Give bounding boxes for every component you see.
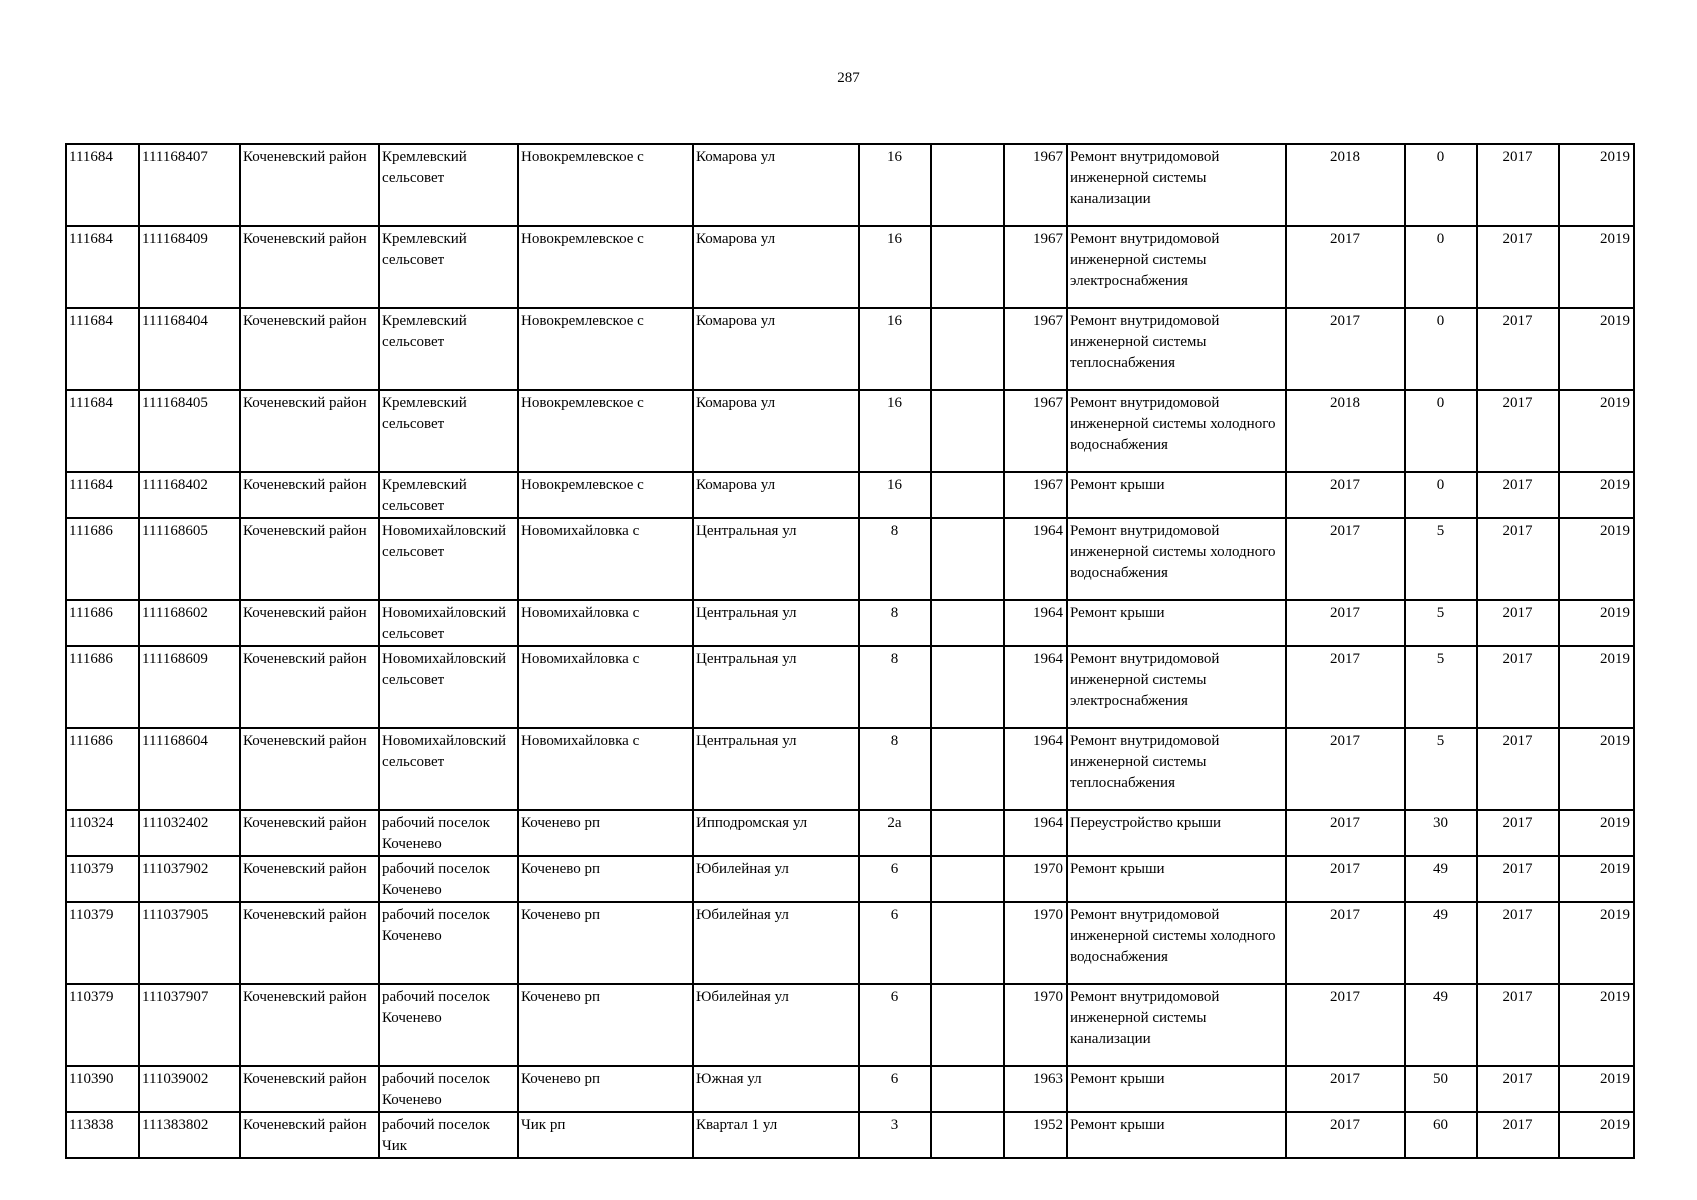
cell-street: Комарова ул xyxy=(693,390,859,472)
cell-district: Коченевский район xyxy=(240,144,379,226)
cell-wear: 5 xyxy=(1405,518,1477,600)
cell-house-id: 111686 xyxy=(66,728,139,810)
table-row xyxy=(66,646,1634,728)
cell-period-to: 2019 xyxy=(1559,646,1634,728)
cell-period-to: 2019 xyxy=(1559,1066,1634,1112)
cell-building xyxy=(931,1066,1004,1112)
table-row xyxy=(66,472,1634,518)
table-body xyxy=(66,144,1634,1158)
cell-year-built: 1967 xyxy=(1004,390,1067,472)
cell-year-built: 1964 xyxy=(1004,810,1067,856)
cell-period-from: 2017 xyxy=(1477,856,1559,902)
cell-year-built: 1970 xyxy=(1004,856,1067,902)
cell-building xyxy=(931,472,1004,518)
cell-item-id: 111168605 xyxy=(139,518,240,600)
cell-house-number: 6 xyxy=(859,856,931,902)
cell-wear: 30 xyxy=(1405,810,1477,856)
cell-house-id: 111684 xyxy=(66,390,139,472)
cell-house-number: 6 xyxy=(859,902,931,984)
cell-wear: 0 xyxy=(1405,144,1477,226)
cell-district: Коченевский район xyxy=(240,1066,379,1112)
cell-work-type: Ремонт крыши xyxy=(1067,1112,1286,1158)
cell-work-type: Ремонт внутридомовой инженерной системы теплоснабжения xyxy=(1067,728,1286,810)
cell-settlement: рабочий поселок Коченево xyxy=(379,1066,518,1112)
cell-plan-year: 2017 xyxy=(1286,856,1405,902)
cell-work-type: Ремонт внутридомовой инженерной системы канализации xyxy=(1067,144,1286,226)
cell-plan-year: 2017 xyxy=(1286,518,1405,600)
cell-year-built: 1964 xyxy=(1004,600,1067,646)
cell-wear: 5 xyxy=(1405,600,1477,646)
cell-year-built: 1963 xyxy=(1004,1066,1067,1112)
cell-plan-year: 2017 xyxy=(1286,472,1405,518)
cell-street: Центральная ул xyxy=(693,518,859,600)
cell-wear: 49 xyxy=(1405,856,1477,902)
cell-settlement: рабочий поселок Коченево xyxy=(379,810,518,856)
cell-item-id: 111039002 xyxy=(139,1066,240,1112)
cell-period-from: 2017 xyxy=(1477,144,1559,226)
cell-wear: 0 xyxy=(1405,390,1477,472)
cell-wear: 60 xyxy=(1405,1112,1477,1158)
cell-period-from: 2017 xyxy=(1477,646,1559,728)
table-row xyxy=(66,390,1634,472)
cell-house-number: 6 xyxy=(859,1066,931,1112)
cell-settlement: Новомихайловский сельсовет xyxy=(379,518,518,600)
cell-locality: Коченево рп xyxy=(518,1066,693,1112)
cell-street: Комарова ул xyxy=(693,226,859,308)
cell-district: Коченевский район xyxy=(240,390,379,472)
cell-period-to: 2019 xyxy=(1559,226,1634,308)
cell-wear: 50 xyxy=(1405,1066,1477,1112)
cell-period-to: 2019 xyxy=(1559,728,1634,810)
cell-wear: 49 xyxy=(1405,984,1477,1066)
cell-house-id: 111686 xyxy=(66,518,139,600)
table-row xyxy=(66,1066,1634,1112)
table-row xyxy=(66,518,1634,600)
cell-settlement: Кремлевский сельсовет xyxy=(379,472,518,518)
cell-building xyxy=(931,1112,1004,1158)
cell-building xyxy=(931,984,1004,1066)
cell-house-id: 110324 xyxy=(66,810,139,856)
cell-work-type: Ремонт внутридомовой инженерной системы холодного водоснабжения xyxy=(1067,390,1286,472)
cell-house-id: 111684 xyxy=(66,144,139,226)
cell-settlement: Кремлевский сельсовет xyxy=(379,226,518,308)
cell-year-built: 1967 xyxy=(1004,472,1067,518)
cell-item-id: 111032402 xyxy=(139,810,240,856)
cell-work-type: Ремонт крыши xyxy=(1067,600,1286,646)
cell-house-id: 110379 xyxy=(66,902,139,984)
registry-table xyxy=(65,143,1635,1159)
cell-locality: Коченево рп xyxy=(518,856,693,902)
cell-locality: Чик рп xyxy=(518,1112,693,1158)
cell-period-from: 2017 xyxy=(1477,518,1559,600)
cell-district: Коченевский район xyxy=(240,810,379,856)
cell-period-to: 2019 xyxy=(1559,600,1634,646)
cell-year-built: 1970 xyxy=(1004,984,1067,1066)
cell-settlement: рабочий поселок Коченево xyxy=(379,902,518,984)
cell-house-id: 111684 xyxy=(66,308,139,390)
table-row xyxy=(66,308,1634,390)
cell-house-id: 110390 xyxy=(66,1066,139,1112)
cell-district: Коченевский район xyxy=(240,856,379,902)
cell-plan-year: 2017 xyxy=(1286,984,1405,1066)
cell-house-number: 3 xyxy=(859,1112,931,1158)
cell-street: Юбилейная ул xyxy=(693,902,859,984)
cell-year-built: 1967 xyxy=(1004,226,1067,308)
cell-year-built: 1964 xyxy=(1004,728,1067,810)
cell-item-id: 111168407 xyxy=(139,144,240,226)
cell-house-number: 8 xyxy=(859,646,931,728)
cell-item-id: 111168402 xyxy=(139,472,240,518)
page-number: 287 xyxy=(837,70,860,86)
cell-house-id: 113838 xyxy=(66,1112,139,1158)
cell-locality: Коченево рп xyxy=(518,984,693,1066)
cell-item-id: 111168409 xyxy=(139,226,240,308)
cell-locality: Новомихайловка с xyxy=(518,646,693,728)
cell-district: Коченевский район xyxy=(240,308,379,390)
cell-item-id: 111383802 xyxy=(139,1112,240,1158)
cell-period-from: 2017 xyxy=(1477,1066,1559,1112)
table-row xyxy=(66,856,1634,902)
cell-district: Коченевский район xyxy=(240,646,379,728)
cell-plan-year: 2017 xyxy=(1286,646,1405,728)
cell-district: Коченевский район xyxy=(240,1112,379,1158)
cell-house-number: 8 xyxy=(859,600,931,646)
cell-period-from: 2017 xyxy=(1477,1112,1559,1158)
cell-street: Центральная ул xyxy=(693,646,859,728)
cell-building xyxy=(931,390,1004,472)
cell-street: Квартал 1 ул xyxy=(693,1112,859,1158)
cell-wear: 49 xyxy=(1405,902,1477,984)
table-row xyxy=(66,728,1634,810)
cell-building xyxy=(931,518,1004,600)
cell-street: Комарова ул xyxy=(693,308,859,390)
cell-building xyxy=(931,308,1004,390)
table-row xyxy=(66,600,1634,646)
cell-building xyxy=(931,226,1004,308)
cell-building xyxy=(931,856,1004,902)
cell-year-built: 1964 xyxy=(1004,646,1067,728)
cell-house-id: 110379 xyxy=(66,856,139,902)
cell-locality: Новокремлевское с xyxy=(518,472,693,518)
cell-period-from: 2017 xyxy=(1477,728,1559,810)
table-row xyxy=(66,810,1634,856)
table-row xyxy=(66,984,1634,1066)
cell-wear: 5 xyxy=(1405,646,1477,728)
cell-house-number: 16 xyxy=(859,308,931,390)
table-row xyxy=(66,1112,1634,1158)
cell-work-type: Ремонт крыши xyxy=(1067,856,1286,902)
cell-house-id: 110379 xyxy=(66,984,139,1066)
cell-year-built: 1964 xyxy=(1004,518,1067,600)
cell-period-from: 2017 xyxy=(1477,902,1559,984)
cell-work-type: Ремонт внутридомовой инженерной системы электроснабжения xyxy=(1067,646,1286,728)
cell-street: Ипподромская ул xyxy=(693,810,859,856)
cell-building xyxy=(931,902,1004,984)
cell-item-id: 111168405 xyxy=(139,390,240,472)
cell-period-from: 2017 xyxy=(1477,984,1559,1066)
cell-settlement: рабочий поселок Коченево xyxy=(379,984,518,1066)
cell-house-number: 8 xyxy=(859,728,931,810)
cell-plan-year: 2018 xyxy=(1286,144,1405,226)
cell-work-type: Переустройство крыши xyxy=(1067,810,1286,856)
cell-period-to: 2019 xyxy=(1559,810,1634,856)
cell-period-to: 2019 xyxy=(1559,518,1634,600)
cell-settlement: Новомихайловский сельсовет xyxy=(379,646,518,728)
cell-building xyxy=(931,728,1004,810)
cell-period-from: 2017 xyxy=(1477,810,1559,856)
cell-plan-year: 2017 xyxy=(1286,1066,1405,1112)
cell-locality: Новокремлевское с xyxy=(518,308,693,390)
cell-plan-year: 2017 xyxy=(1286,728,1405,810)
cell-house-number: 6 xyxy=(859,984,931,1066)
cell-wear: 5 xyxy=(1405,728,1477,810)
cell-period-to: 2019 xyxy=(1559,390,1634,472)
cell-plan-year: 2017 xyxy=(1286,308,1405,390)
cell-settlement: Кремлевский сельсовет xyxy=(379,308,518,390)
cell-work-type: Ремонт крыши xyxy=(1067,472,1286,518)
cell-item-id: 111037905 xyxy=(139,902,240,984)
cell-locality: Новокремлевское с xyxy=(518,390,693,472)
cell-house-number: 16 xyxy=(859,472,931,518)
cell-street: Центральная ул xyxy=(693,728,859,810)
cell-street: Юбилейная ул xyxy=(693,984,859,1066)
table-row xyxy=(66,144,1634,226)
cell-settlement: Кремлевский сельсовет xyxy=(379,390,518,472)
cell-period-to: 2019 xyxy=(1559,144,1634,226)
cell-plan-year: 2017 xyxy=(1286,226,1405,308)
cell-district: Коченевский район xyxy=(240,984,379,1066)
cell-locality: Новокремлевское с xyxy=(518,226,693,308)
cell-period-to: 2019 xyxy=(1559,308,1634,390)
cell-building xyxy=(931,646,1004,728)
cell-plan-year: 2018 xyxy=(1286,390,1405,472)
cell-work-type: Ремонт внутридомовой инженерной системы теплоснабжения xyxy=(1067,308,1286,390)
cell-house-number: 16 xyxy=(859,144,931,226)
cell-wear: 0 xyxy=(1405,472,1477,518)
cell-plan-year: 2017 xyxy=(1286,810,1405,856)
cell-locality: Коченево рп xyxy=(518,810,693,856)
cell-period-from: 2017 xyxy=(1477,600,1559,646)
cell-street: Южная ул xyxy=(693,1066,859,1112)
cell-period-to: 2019 xyxy=(1559,856,1634,902)
cell-house-number: 2а xyxy=(859,810,931,856)
cell-work-type: Ремонт внутридомовой инженерной системы холодного водоснабжения xyxy=(1067,518,1286,600)
cell-item-id: 111168404 xyxy=(139,308,240,390)
cell-district: Коченевский район xyxy=(240,902,379,984)
cell-district: Коченевский район xyxy=(240,472,379,518)
cell-period-from: 2017 xyxy=(1477,226,1559,308)
cell-work-type: Ремонт внутридомовой инженерной системы электроснабжения xyxy=(1067,226,1286,308)
cell-wear: 0 xyxy=(1405,226,1477,308)
cell-year-built: 1952 xyxy=(1004,1112,1067,1158)
cell-district: Коченевский район xyxy=(240,600,379,646)
cell-period-to: 2019 xyxy=(1559,984,1634,1066)
cell-settlement: рабочий поселок Коченево xyxy=(379,856,518,902)
cell-item-id: 111037907 xyxy=(139,984,240,1066)
cell-plan-year: 2017 xyxy=(1286,902,1405,984)
cell-plan-year: 2017 xyxy=(1286,1112,1405,1158)
cell-year-built: 1967 xyxy=(1004,144,1067,226)
cell-period-from: 2017 xyxy=(1477,308,1559,390)
cell-item-id: 111168604 xyxy=(139,728,240,810)
cell-house-id: 111684 xyxy=(66,472,139,518)
cell-period-from: 2017 xyxy=(1477,472,1559,518)
cell-locality: Новокремлевское с xyxy=(518,144,693,226)
cell-house-number: 8 xyxy=(859,518,931,600)
cell-district: Коченевский район xyxy=(240,518,379,600)
cell-street: Юбилейная ул xyxy=(693,856,859,902)
cell-work-type: Ремонт внутридомовой инженерной системы канализации xyxy=(1067,984,1286,1066)
cell-work-type: Ремонт крыши xyxy=(1067,1066,1286,1112)
cell-work-type: Ремонт внутридомовой инженерной системы холодного водоснабжения xyxy=(1067,902,1286,984)
cell-house-id: 111686 xyxy=(66,600,139,646)
cell-district: Коченевский район xyxy=(240,226,379,308)
cell-house-number: 16 xyxy=(859,226,931,308)
cell-locality: Коченево рп xyxy=(518,902,693,984)
cell-year-built: 1970 xyxy=(1004,902,1067,984)
cell-item-id: 111037902 xyxy=(139,856,240,902)
cell-wear: 0 xyxy=(1405,308,1477,390)
table-row xyxy=(66,902,1634,984)
cell-period-to: 2019 xyxy=(1559,1112,1634,1158)
cell-district: Коченевский район xyxy=(240,728,379,810)
cell-item-id: 111168609 xyxy=(139,646,240,728)
cell-street: Комарова ул xyxy=(693,472,859,518)
cell-building xyxy=(931,144,1004,226)
cell-building xyxy=(931,810,1004,856)
cell-settlement: Кремлевский сельсовет xyxy=(379,144,518,226)
cell-settlement: рабочий поселок Чик xyxy=(379,1112,518,1158)
cell-street: Комарова ул xyxy=(693,144,859,226)
cell-year-built: 1967 xyxy=(1004,308,1067,390)
cell-item-id: 111168602 xyxy=(139,600,240,646)
cell-locality: Новомихайловка с xyxy=(518,728,693,810)
cell-locality: Новомихайловка с xyxy=(518,600,693,646)
cell-building xyxy=(931,600,1004,646)
cell-plan-year: 2017 xyxy=(1286,600,1405,646)
cell-house-id: 111684 xyxy=(66,226,139,308)
cell-period-from: 2017 xyxy=(1477,390,1559,472)
cell-house-number: 16 xyxy=(859,390,931,472)
cell-settlement: Новомихайловский сельсовет xyxy=(379,600,518,646)
cell-settlement: Новомихайловский сельсовет xyxy=(379,728,518,810)
cell-street: Центральная ул xyxy=(693,600,859,646)
cell-period-to: 2019 xyxy=(1559,902,1634,984)
cell-house-id: 111686 xyxy=(66,646,139,728)
cell-locality: Новомихайловка с xyxy=(518,518,693,600)
cell-period-to: 2019 xyxy=(1559,472,1634,518)
table-row xyxy=(66,226,1634,308)
